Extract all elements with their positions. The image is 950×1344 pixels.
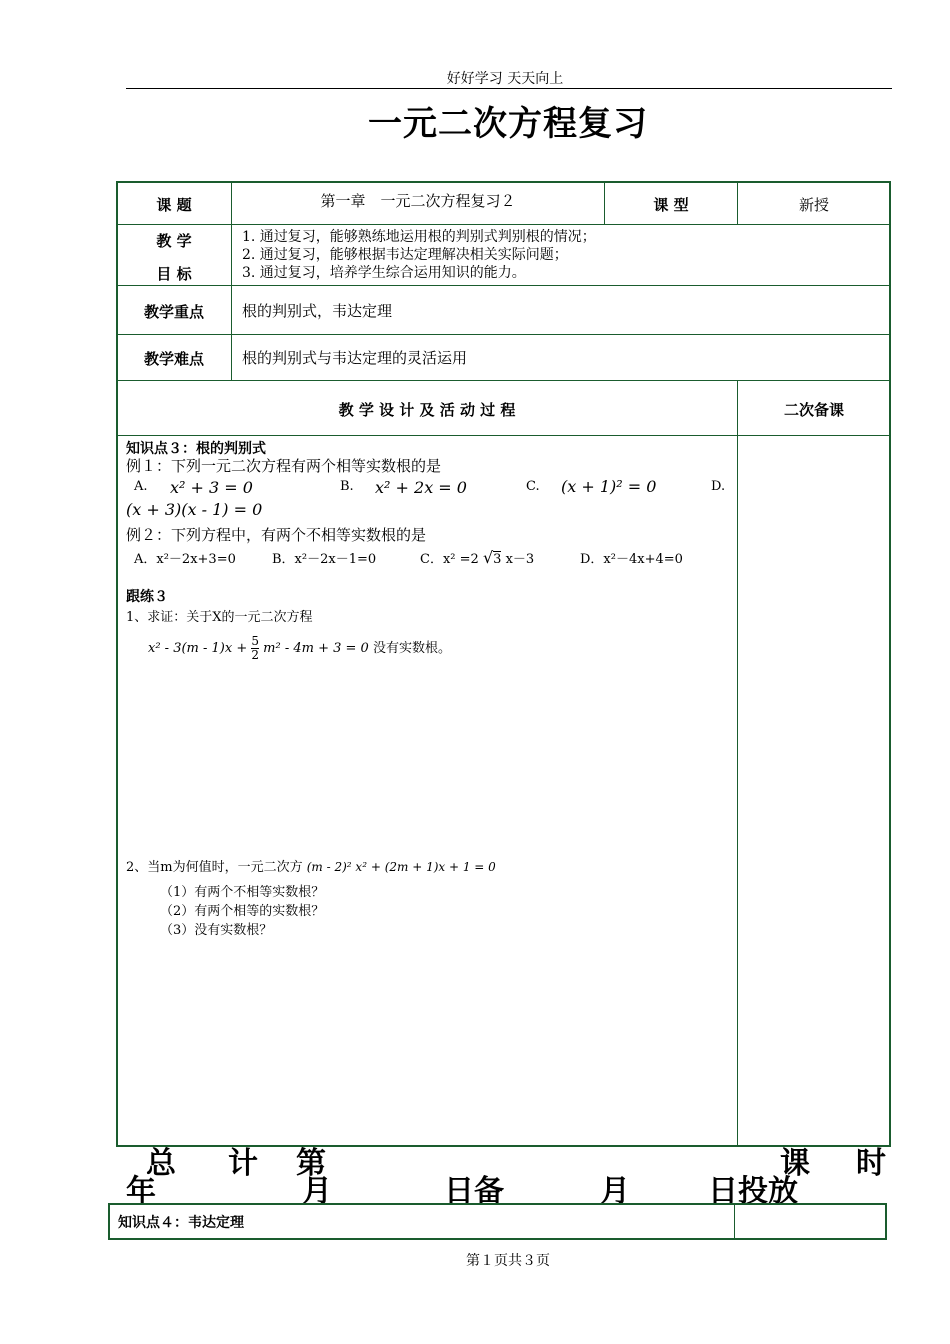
header-motto: 好好学习 天天向上 — [446, 71, 564, 87]
q1-stem: 1、求证：关于X的一元二次方程 — [126, 610, 313, 625]
goal-item: 1. 通过复习，能够熟练地运用根的判别式判别根的情况； — [242, 229, 596, 245]
ex1-b: x² + 2x = 0 — [375, 478, 467, 497]
ex2-b: B．x²－2x－1=0 — [272, 552, 377, 567]
topic-label: 课 题 — [156, 196, 192, 214]
ex1-stem: 例１：下列一元二次方程有两个相等实数根的是 — [126, 457, 442, 475]
difficulty-label: 教学难点 — [143, 350, 204, 368]
ex2-c-root: 3 — [493, 552, 502, 567]
ex2-c-pre: C．x² =2 — [420, 552, 479, 567]
row-divider — [117, 224, 890, 225]
q1-eq-post: m² - 4m + 3 = 0 — [263, 641, 369, 656]
page-number: 第１页共３页 — [466, 1253, 550, 1269]
q1-tail: 没有实数根。 — [372, 641, 451, 656]
q2-eq: (m - 2)² x² + (2m + 1)x + 1 = 0 — [306, 860, 496, 874]
footer-date: 年 — [126, 1174, 156, 1209]
header-divider — [126, 88, 892, 89]
q1-equation — [148, 635, 451, 662]
difficulty-value: 根的判别式与韦达定理的灵活运用 — [242, 349, 468, 367]
ex1-b-label: B. — [340, 479, 354, 494]
type-label: 课 型 — [653, 196, 689, 214]
ex1-c: (x + 1)² = 0 — [561, 477, 657, 496]
page-title: 一元二次方程复习 — [368, 104, 648, 144]
topic-value: 第一章 一元二次方程复习２ — [320, 192, 516, 210]
goal-label-1: 教 学 — [156, 232, 192, 250]
kp4-title: 知识点４：韦达定理 — [118, 1215, 244, 1231]
goal-label-2: 目 标 — [156, 265, 192, 283]
q1-fraction — [251, 635, 259, 662]
practice-title: 跟练３ — [126, 589, 168, 605]
ex2-c-post: x－3 — [505, 552, 535, 567]
sqrt-icon: √ — [482, 548, 494, 567]
ex1-d-label: D. — [711, 479, 726, 494]
focus-value: 根的判别式，韦达定理 — [242, 302, 393, 320]
footer-total: 第 — [296, 1146, 326, 1181]
footer-date: 月 — [600, 1174, 630, 1209]
col-divider — [231, 182, 232, 380]
q2-stem-text: 2、当m为何值时，一元二次方 — [126, 860, 303, 875]
footer-total: 课 — [780, 1146, 810, 1181]
ex2-c — [420, 548, 534, 567]
lesson-table — [116, 181, 891, 1147]
row-divider — [117, 334, 890, 335]
row-divider — [117, 380, 890, 381]
kp3-title: 知识点３：根的判别式 — [126, 441, 266, 457]
ex2-d: D．x²－4x+4=0 — [580, 552, 683, 567]
ex1-a: x² + 3 = 0 — [170, 478, 253, 497]
footer-date: 日备 — [444, 1174, 504, 1209]
goal-item: 2. 通过复习，能够根据韦达定理解决相关实际问题； — [242, 247, 568, 263]
col-divider — [737, 380, 738, 1146]
prep-label: 二次备课 — [783, 401, 844, 419]
ex2-stem: 例２：下列方程中，有两个不相等实数根的是 — [126, 526, 427, 544]
q2-item: （3）没有实数根？ — [160, 923, 273, 938]
focus-label: 教学重点 — [143, 303, 204, 321]
ex1-c-label: C. — [526, 479, 540, 494]
footer-total: 总 — [146, 1146, 176, 1181]
footer-total: 时 — [856, 1146, 886, 1181]
footer-date: 日投放 — [708, 1174, 798, 1209]
q1-frac-num: 5 — [251, 634, 260, 648]
ex2-a: A．x²－2x+3=0 — [134, 552, 236, 567]
ex1-d: (x + 3)(x - 1) = 0 — [126, 500, 263, 519]
row-divider — [117, 435, 890, 436]
process-label: 教 学 设 计 及 活 动 过 程 — [338, 401, 516, 419]
q2-item: （2）有两个相等的实数根？ — [160, 904, 325, 919]
col-divider — [734, 1204, 735, 1239]
q2-item: （1）有两个不相等实数根？ — [160, 885, 325, 900]
type-value: 新授 — [798, 196, 829, 214]
q2-stem — [126, 856, 496, 875]
goal-item: 3. 通过复习，培养学生综合运用知识的能力。 — [242, 265, 526, 281]
q1-frac-den: 2 — [251, 648, 260, 662]
footer-date: 月 — [302, 1174, 332, 1209]
row-divider — [117, 285, 890, 286]
ex1-a-label: A. — [134, 479, 148, 494]
q1-eq-pre: x² - 3(m - 1)x + — [148, 641, 248, 656]
footer-total: 计 — [228, 1146, 258, 1181]
